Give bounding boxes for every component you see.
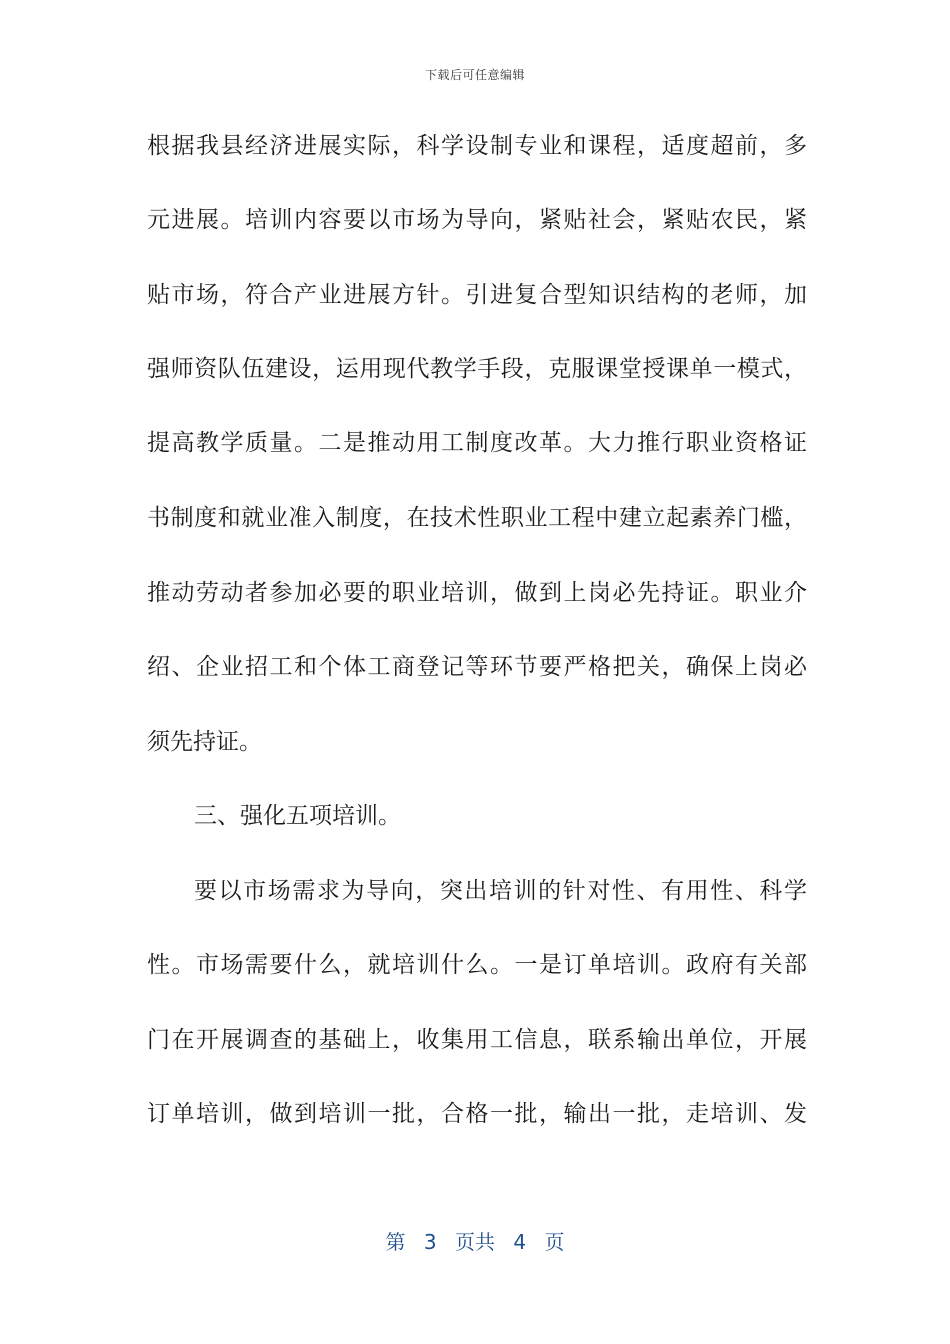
section-heading: 三、强化五项培训。: [194, 803, 401, 829]
text-line: 须先持证。: [147, 729, 262, 755]
total-page-number: 4: [513, 1230, 527, 1254]
text-line: 推动劳动者参加必要的职业培训，做到上岗必先持证。职业介: [147, 580, 807, 606]
header-note: 下载后可任意编辑: [424, 68, 525, 82]
text-line: 元进展。培训内容要以市场为导向，紧贴社会，紧贴农民，紧: [147, 207, 807, 233]
footer-middle: 页共: [455, 1230, 495, 1254]
text-line: 贴市场，符合产业进展方针。引进复合型知识结构的老师，加: [147, 282, 807, 308]
text-line: 门在开展调查的基础上，收集用工信息，联系输出单位，开展: [147, 1027, 807, 1053]
footer-suffix: 页: [544, 1230, 565, 1254]
text-line: 要以市场需求为导向，突出培训的针对性、有用性、科学: [194, 878, 807, 904]
text-line: 根据我县经济进展实际，科学设制专业和课程，适度超前，多: [147, 133, 807, 159]
text-line: 绍、企业招工和个体工商登记等环节要严格把关，确保上岗必: [147, 654, 807, 680]
text-line: 强师资队伍建设，运用现代教学手段，克服课堂授课单一模式，: [147, 356, 807, 382]
text-line: 订单培训，做到培训一批，合格一批，输出一批，走培训、发: [147, 1101, 807, 1127]
text-line: 书制度和就业准入制度，在技术性职业工程中建立起素养门槛，: [147, 505, 807, 531]
page-number-footer: [0, 1226, 950, 1255]
text-line: 提高教学质量。二是推动用工制度改革。大力推行职业资格证: [147, 430, 807, 456]
current-page-number: 3: [423, 1230, 437, 1254]
footer-prefix: 第: [385, 1230, 406, 1254]
text-line: 性。市场需要什么，就培训什么。一是订单培训。政府有关部: [147, 952, 807, 978]
